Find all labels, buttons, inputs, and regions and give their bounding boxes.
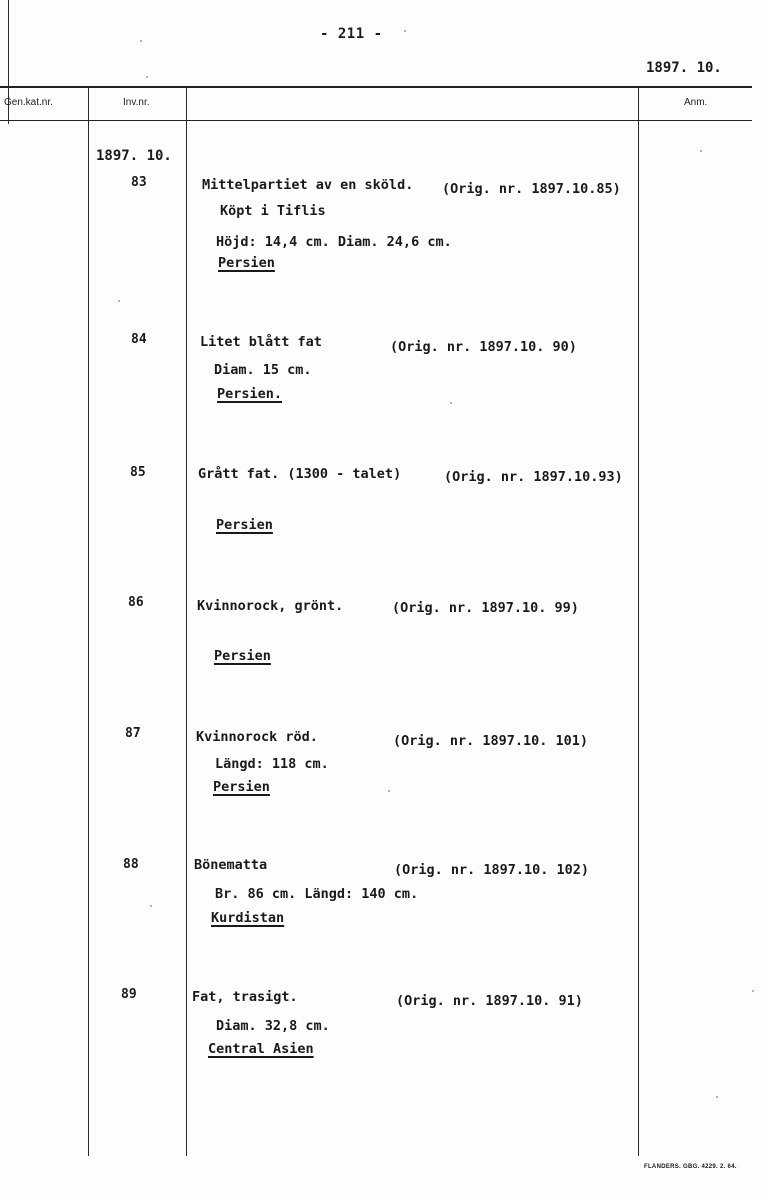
entry-title: Mittelpartiet av en sköld. <box>202 177 414 193</box>
entry-place: Persien <box>213 779 270 795</box>
page-number: - 211 - <box>320 26 383 42</box>
scan-speck <box>150 905 152 907</box>
header-top-rule <box>0 86 752 88</box>
entry-detail: Längd: 118 cm. <box>215 756 329 772</box>
entry-title: Fat, trasigt. <box>192 989 298 1005</box>
entry-date: 1897. 10. <box>96 148 172 164</box>
entry-origin-number: (Orig. nr. 1897.10. 99) <box>392 600 579 616</box>
printer-imprint: FLANDERS. GBG. 4229. 2. 64. <box>644 1164 737 1170</box>
entry-place: Persien <box>218 255 275 271</box>
scan-speck <box>388 790 390 792</box>
header-date: 1897. 10. <box>646 60 722 76</box>
inv-column-rule <box>88 88 89 1156</box>
scan-speck <box>146 76 148 78</box>
entry-origin-number: (Orig. nr. 1897.10. 91) <box>396 993 583 1009</box>
entry-place: Central Asien <box>208 1041 314 1057</box>
column-heading-anm: Anm. <box>684 97 708 108</box>
entry-detail: Diam. 15 cm. <box>214 362 312 378</box>
inv-number: 83 <box>131 175 147 190</box>
scan-speck <box>752 990 754 992</box>
entry-origin-number: (Orig. nr. 1897.10.93) <box>444 469 623 485</box>
header-bottom-rule <box>0 120 752 121</box>
scan-speck <box>118 300 120 302</box>
entry-origin-number: (Orig. nr. 1897.10. 90) <box>390 339 577 355</box>
entry-detail: Köpt i Tiflis <box>220 203 326 219</box>
inv-number: 88 <box>123 857 139 872</box>
entry-place: Persien <box>214 648 271 664</box>
scan-speck <box>450 402 452 404</box>
entry-origin-number: (Orig. nr. 1897.10. 101) <box>393 733 589 749</box>
inv-number: 87 <box>125 726 141 741</box>
scan-speck <box>140 40 142 42</box>
entry-origin-number: (Orig. nr. 1897.10.85) <box>442 181 621 197</box>
entry-detail: Höjd: 14,4 cm. Diam. 24,6 cm. <box>216 234 452 250</box>
entry-detail: Br. 86 cm. Längd: 140 cm. <box>215 886 419 902</box>
scan-speck <box>716 1096 718 1098</box>
description-column-rule <box>186 88 187 1156</box>
entry-place: Kurdistan <box>211 910 285 926</box>
column-heading-gen-kat-nr: Gen.kat.nr. <box>4 97 53 108</box>
scan-speck <box>404 30 406 32</box>
entry-title: Kvinnorock röd. <box>196 729 318 745</box>
anm-column-rule <box>638 88 639 1156</box>
entry-detail: Diam. 32,8 cm. <box>216 1018 330 1034</box>
column-heading-inv-nr: Inv.nr. <box>123 97 150 108</box>
entry-title: Litet blått fat <box>200 334 322 350</box>
inv-number: 89 <box>121 987 137 1002</box>
entry-title: Bönematta <box>194 857 268 873</box>
entry-title: Kvinnorock, grönt. <box>197 598 344 614</box>
entry-title: Grått fat. (1300 - talet) <box>198 466 402 482</box>
entry-place: Persien. <box>217 386 283 402</box>
entry-place: Persien <box>216 517 273 533</box>
entry-origin-number: (Orig. nr. 1897.10. 102) <box>394 862 590 878</box>
inv-number: 85 <box>130 465 146 480</box>
scan-speck <box>700 150 702 152</box>
inv-number: 84 <box>131 332 147 347</box>
inv-number: 86 <box>128 595 144 610</box>
